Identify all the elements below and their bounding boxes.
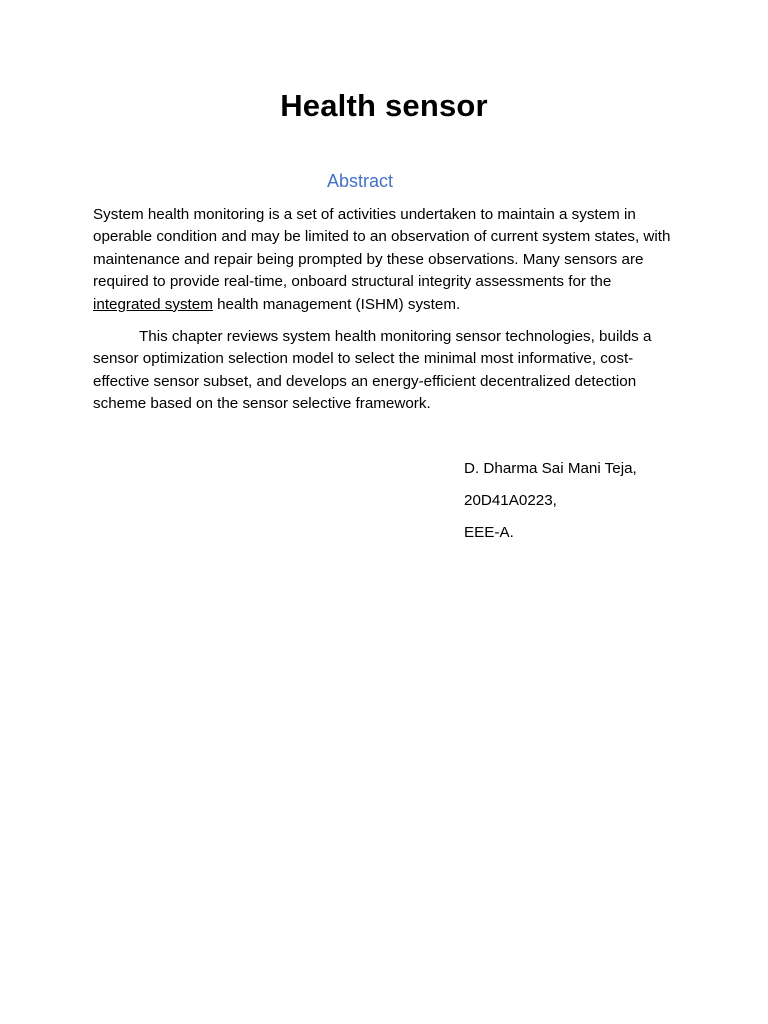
author-roll-number: 20D41A0223,: [464, 492, 557, 509]
author-department: EEE-A.: [464, 524, 514, 541]
document-title: Health sensor: [280, 88, 488, 123]
paragraph-1-text-end: health management (ISHM) system.: [212, 295, 461, 313]
abstract-heading: Abstract: [326, 171, 394, 191]
abstract-paragraph-1: [93, 204, 678, 316]
paragraph-1-text-start: System health monitoring is a set of activities undertaken to maintain a system in operable condition and may be limited to an observation of current system states, with maintenance and repair being prompted by these observations. Many sensors are required to provide real-time, onboard structural integrity assessments for the: [93, 206, 671, 291]
integrated-system-link[interactable]: integrated system: [93, 295, 213, 313]
author-name: D. Dharma Sai Mani Teja,: [464, 460, 637, 477]
abstract-paragraph-2: This chapter reviews system health monitoring sensor technologies, builds a sensor optimization selection model to select the minimal most informative, cost-effective sensor subset, and develops an energy-efficient decentralized detection scheme based on the sensor selective framework.: [93, 328, 652, 413]
